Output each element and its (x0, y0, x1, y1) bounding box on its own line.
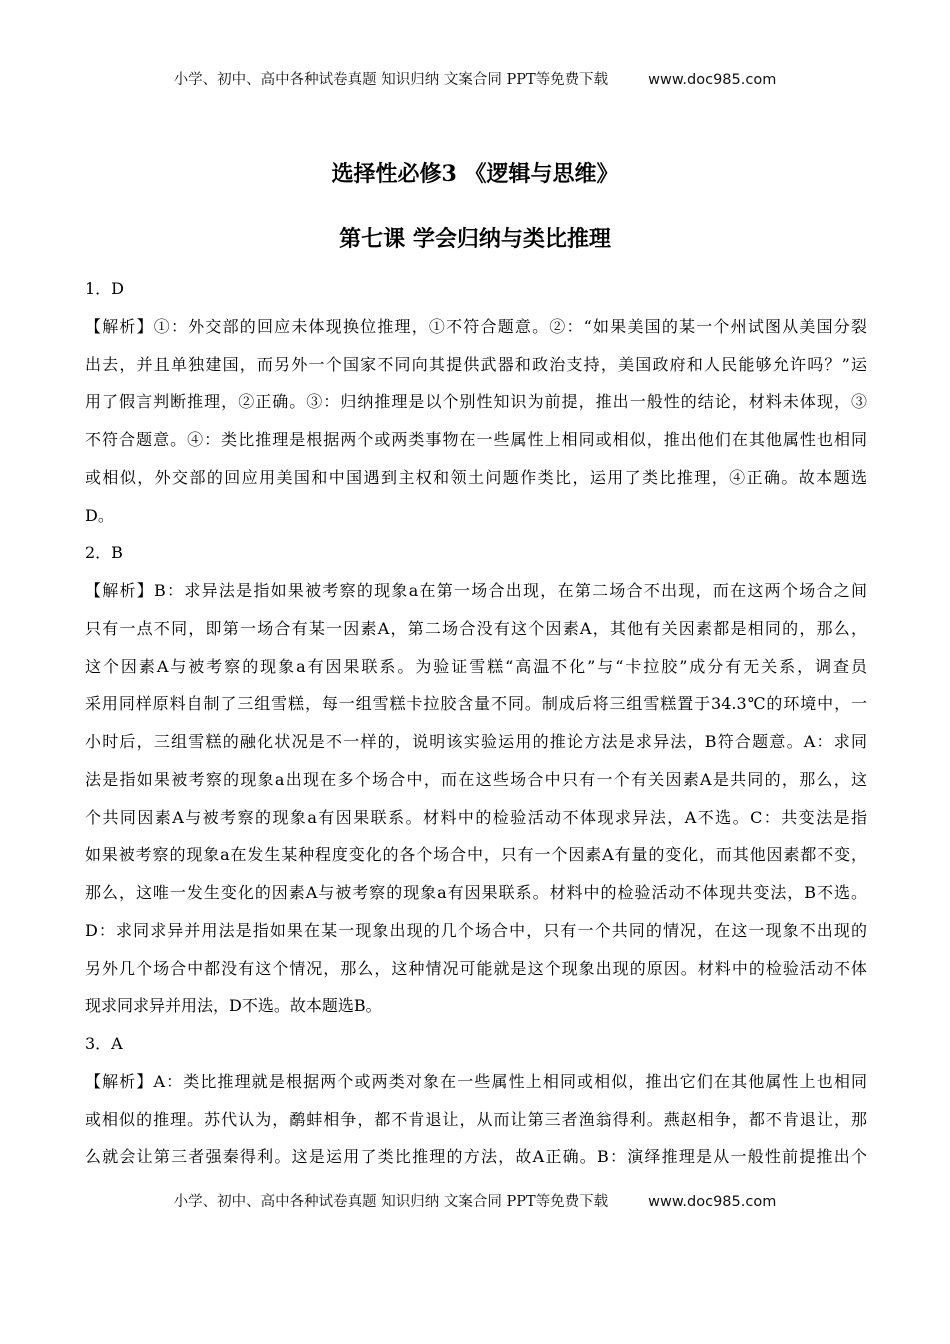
text-line: 另外几个场合中都没有这个情况，那么，这种情况可能就是这个现象出现的原因。材料中的检验活动不体 (85, 958, 867, 978)
page-header (0, 68, 950, 89)
text-line: 法是指如果被考察的现象a出现在多个场合中，而在这些场合中只有一个有关因素A是共同的，那么，这 (85, 769, 867, 789)
text-line: 【解析】B：求异法是指如果被考察的现象a在第一场合出现，在第二场合不出现，而在这两个场合之间 (85, 581, 867, 600)
text-line: 现求同求异并用法，D不选。故本题选B。 (85, 996, 382, 1016)
text-line: D。 (85, 505, 114, 525)
text-line: 2．B (85, 543, 123, 563)
text-line: 或相似的推理。苏代认为，鹬蚌相争，都不肯退让，从而让第三者渔翁得利。燕赵相争，都不肯退让，那 (85, 1109, 867, 1129)
text-line: 如果被考察的现象a在发生某种程度变化的各个场合中，只有一个因素A有量的变化，而其他因素都不变， (85, 845, 867, 865)
text-line: 这个因素A与被考察的现象a有因果联系。为验证雪糕“高温不化”与“卡拉胶”成分有无关系，调查员 (85, 656, 867, 676)
header-url[interactable]: www.doc985.com (648, 72, 777, 88)
text-line: 采用同样原料自制了三组雪糕，每一组雪糕卡拉胶含量不同。制成后将三组雪糕置于34.3℃的环境中，一 (85, 694, 867, 714)
text-line: 只有一点不同，即第一场合有某一因素A，第二场合没有这个因素A，其他有关因素都是相同的，那么， (85, 618, 867, 638)
text-line: 3．A (85, 1034, 123, 1053)
footer-text: 小学、初中、高中各种试卷真题 知识归纳 文案合同 PPT等免费下载 (173, 1194, 609, 1210)
page-footer (0, 1190, 950, 1211)
text-line: 【解析】A：类比推理就是根据两个或两类对象在一些属性上相同或相似，推出它们在其他属性上也相同 (85, 1071, 867, 1091)
text-line: 或相似，外交部的回应用美国和中国遇到主权和领土问题作类比，运用了类比推理，④正确。故本题选 (85, 467, 867, 487)
answer-body (85, 270, 867, 1176)
document-title: 选择性必修3 《逻辑与思维》 (331, 161, 619, 187)
document-subtitle: 第七课 学会归纳与类比推理 (339, 226, 611, 252)
text-line: 用了假言判断推理，②正确。③：归纳推理是以个别性知识为前提，推出一般性的结论，材料未体现，③ (85, 392, 867, 412)
text-line: 么就会让第三者强秦得利。这是运用了类比推理的方法，故A正确。B：演绎推理是从一般性前提推出个 (85, 1147, 867, 1167)
text-line: 那么，这唯一发生变化的因素A与被考察的现象a有因果联系。材料中的检验活动不体现共变法，B不选。 (85, 883, 867, 902)
text-line: 1．D (85, 279, 125, 298)
footer-url[interactable]: www.doc985.com (648, 1194, 777, 1210)
text-line: 小时后，三组雪糕的融化状况是不一样的，说明该实验运用的推论方法是求异法，B符合题意。A：求同 (85, 732, 867, 751)
text-line: 不符合题意。④：类比推理是根据两个或两类事物在一些属性上相同或相似，推出他们在其他属性也相同 (85, 430, 867, 449)
text-line: D：求同求异并用法是指如果在某一现象出现的几个场合中，只有一个共同的情况，在这一现象不出现的 (85, 920, 867, 940)
text-line: 出去，并且单独建国，而另外一个国家不同向其提供武器和政治支持，美国政府和人民能够允许吗？”运 (85, 354, 867, 374)
text-line: 【解析】①：外交部的回应未体现换位推理，①不符合题意。②：“如果美国的某一个州试图从美国分裂 (85, 316, 867, 336)
text-line: 个共同因素A与被考察的现象a有因果联系。材料中的检验活动不体现求异法，A不选。C：共变法是指 (85, 807, 867, 827)
header-text: 小学、初中、高中各种试卷真题 知识归纳 文案合同 PPT等免费下载 (173, 72, 609, 88)
